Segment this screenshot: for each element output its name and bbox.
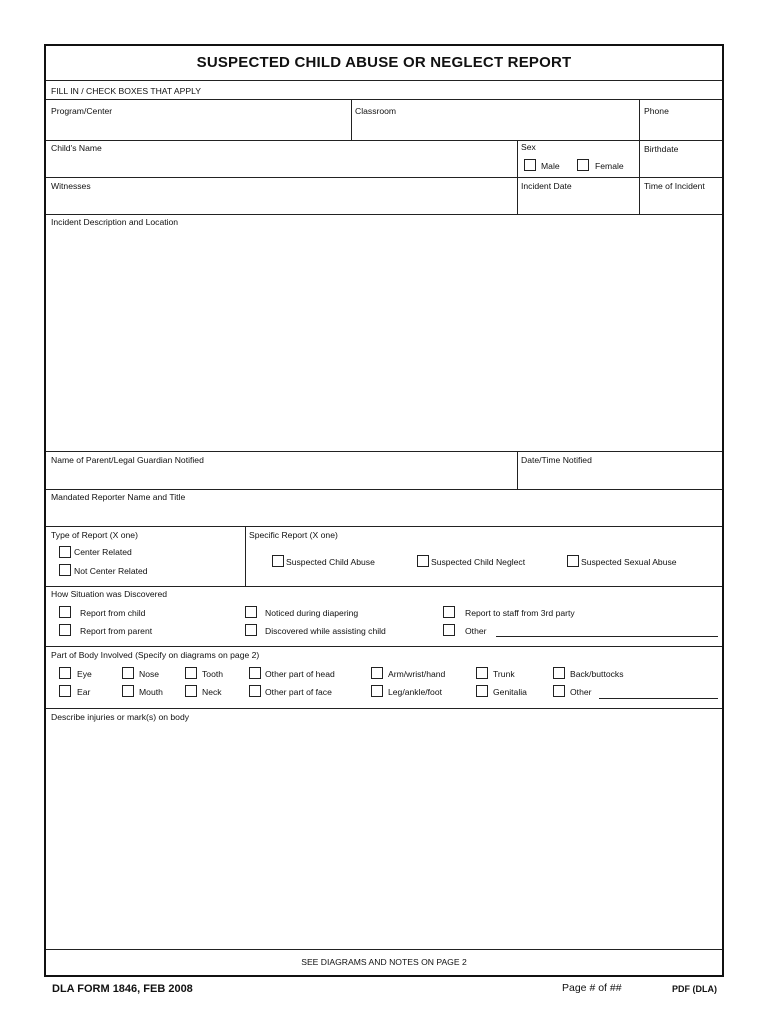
- suspected-child-abuse-checkbox[interactable]: [272, 555, 284, 567]
- discovered-assisting-label: Discovered while assisting child: [265, 626, 386, 636]
- suspected-child-neglect-checkbox[interactable]: [417, 555, 429, 567]
- divider: [46, 526, 722, 527]
- other-discovered-label: Other: [465, 626, 487, 636]
- female-label: Female: [595, 161, 624, 171]
- classroom-label: Classroom: [355, 106, 397, 116]
- eye-label: Eye: [77, 669, 92, 679]
- see-diagrams-note: SEE DIAGRAMS AND NOTES ON PAGE 2: [301, 957, 467, 967]
- sex-label: Sex: [521, 142, 536, 152]
- instructions: FILL IN / CHECK BOXES THAT APPLY: [51, 86, 201, 96]
- witnesses-label: Witnesses: [51, 181, 91, 191]
- divider: [245, 526, 246, 586]
- tooth-label: Tooth: [202, 669, 224, 679]
- phone-label: Phone: [644, 106, 669, 116]
- other-body-field[interactable]: [599, 698, 718, 699]
- other-body-checkbox[interactable]: [553, 685, 565, 697]
- ear-label: Ear: [77, 687, 91, 697]
- nose-label: Nose: [139, 669, 160, 679]
- suspected-sexual-abuse-label: Suspected Sexual Abuse: [581, 557, 677, 567]
- parent-notified-label: Name of Parent/Legal Guardian Notified: [51, 455, 204, 465]
- divider: [46, 708, 722, 709]
- incident-date-label: Incident Date: [521, 181, 572, 191]
- suspected-sexual-abuse-checkbox[interactable]: [567, 555, 579, 567]
- program-center-label: Program/Center: [51, 106, 113, 116]
- genitalia-label: Genitalia: [493, 687, 527, 697]
- divider: [46, 177, 722, 178]
- other-discovered-field[interactable]: [496, 636, 718, 637]
- eye-checkbox[interactable]: [59, 667, 71, 679]
- divider: [46, 586, 722, 587]
- neck-checkbox[interactable]: [185, 685, 197, 697]
- arm-label: Arm/wrist/hand: [388, 669, 446, 679]
- back-checkbox[interactable]: [553, 667, 565, 679]
- trunk-checkbox[interactable]: [476, 667, 488, 679]
- leg-label: Leg/ankle/foot: [388, 687, 442, 697]
- divider: [46, 949, 722, 950]
- male-checkbox[interactable]: [524, 159, 536, 171]
- center-related-checkbox[interactable]: [59, 546, 71, 558]
- noticed-diapering-label: Noticed during diapering: [265, 608, 359, 618]
- birthdate-label: Birthdate: [644, 144, 679, 154]
- form-id: DLA FORM 1846, FEB 2008: [52, 983, 193, 995]
- divider: [46, 646, 722, 647]
- form-title: SUSPECTED CHILD ABUSE OR NEGLECT REPORT: [196, 54, 572, 71]
- divider: [46, 489, 722, 490]
- report-third-party-label: Report to staff from 3rd party: [465, 608, 575, 618]
- not-center-related-checkbox[interactable]: [59, 564, 71, 576]
- male-label: Male: [541, 161, 560, 171]
- specific-report-label: Specific Report (X one): [249, 530, 338, 540]
- divider: [46, 99, 722, 100]
- back-label: Back/buttocks: [570, 669, 624, 679]
- not-center-related-label: Not Center Related: [74, 566, 148, 576]
- female-checkbox[interactable]: [577, 159, 589, 171]
- divider: [639, 99, 640, 214]
- center-related-label: Center Related: [74, 547, 132, 557]
- mouth-checkbox[interactable]: [122, 685, 134, 697]
- discovered-assisting-checkbox[interactable]: [245, 624, 257, 636]
- trunk-label: Trunk: [493, 669, 515, 679]
- pdf-label: PDF (DLA): [672, 984, 717, 994]
- other-head-checkbox[interactable]: [249, 667, 261, 679]
- other-head-label: Other part of head: [265, 669, 335, 679]
- page-number: Page # of ##: [562, 982, 622, 994]
- report-form: [44, 44, 724, 977]
- type-of-report-label: Type of Report (X one): [51, 530, 138, 540]
- childs-name-label: Child's Name: [51, 143, 102, 153]
- incident-description-label: Incident Description and Location: [51, 217, 179, 227]
- part-of-body-label: Part of Body Involved (Specify on diagrams on page 2): [51, 650, 260, 660]
- mouth-label: Mouth: [139, 687, 163, 697]
- other-discovered-checkbox[interactable]: [443, 624, 455, 636]
- time-of-incident-label: Time of Incident: [644, 181, 705, 191]
- divider: [517, 140, 518, 214]
- divider: [517, 451, 518, 489]
- report-third-party-checkbox[interactable]: [443, 606, 455, 618]
- how-discovered-label: How Situation was Discovered: [51, 589, 168, 599]
- other-body-label: Other: [570, 687, 592, 697]
- tooth-checkbox[interactable]: [185, 667, 197, 679]
- leg-checkbox[interactable]: [371, 685, 383, 697]
- other-face-checkbox[interactable]: [249, 685, 261, 697]
- report-from-child-label: Report from child: [80, 608, 146, 618]
- suspected-child-abuse-label: Suspected Child Abuse: [286, 557, 375, 567]
- ear-checkbox[interactable]: [59, 685, 71, 697]
- suspected-child-neglect-label: Suspected Child Neglect: [431, 557, 526, 567]
- report-from-parent-label: Report from parent: [80, 626, 153, 636]
- genitalia-checkbox[interactable]: [476, 685, 488, 697]
- report-from-parent-checkbox[interactable]: [59, 624, 71, 636]
- noticed-diapering-checkbox[interactable]: [245, 606, 257, 618]
- report-from-child-checkbox[interactable]: [59, 606, 71, 618]
- divider: [46, 140, 722, 141]
- divider: [46, 214, 722, 215]
- nose-checkbox[interactable]: [122, 667, 134, 679]
- neck-label: Neck: [202, 687, 222, 697]
- date-time-notified-label: Date/Time Notified: [521, 455, 592, 465]
- divider: [351, 99, 352, 140]
- mandated-reporter-label: Mandated Reporter Name and Title: [51, 492, 186, 502]
- other-face-label: Other part of face: [265, 687, 332, 697]
- divider: [46, 451, 722, 452]
- describe-injuries-label: Describe injuries or mark(s) on body: [51, 712, 190, 722]
- arm-checkbox[interactable]: [371, 667, 383, 679]
- divider: [46, 80, 722, 81]
